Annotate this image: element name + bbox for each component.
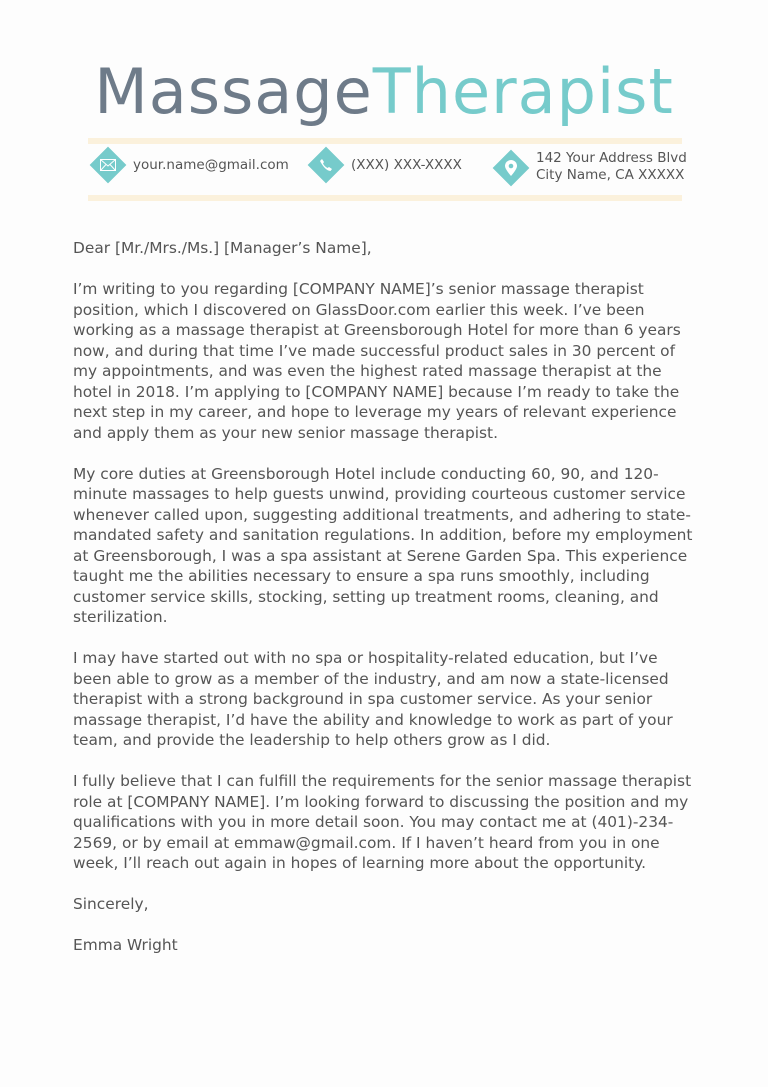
paragraph-line: week, I’ll reach out again in hopes of learning more about the opportunity. — [73, 854, 646, 872]
contact-phone — [306, 152, 462, 178]
paragraph-line: 2569, or by email at emmaw@gmail.com. If I haven’t heard from you in one — [73, 833, 660, 852]
paragraph-line: mandated safety and sanitation regulations. In addition, before my employment — [73, 526, 693, 544]
paragraph-line: been able to grow as a member of the industry, and am now a state-licensed — [73, 669, 669, 688]
address-line-1: 142 Your Address Blvd — [536, 150, 687, 166]
closing: Sincerely, — [73, 895, 149, 913]
divider-bottom — [88, 195, 682, 201]
paragraph-line: now, and during that time I’ve made successful product sales in 30 percent of — [73, 341, 676, 360]
letter-body — [73, 238, 713, 976]
letter-paragraph — [73, 648, 713, 751]
paragraph-line: and apply them as your new senior massage therapist. — [73, 423, 498, 442]
paragraph-line: therapist with a strong background in spa customer service. As your senior — [73, 690, 653, 708]
signature: Emma Wright — [73, 936, 178, 954]
paragraph-line: whenever called upon, suggesting additional treatments, and adhering to state- — [73, 505, 691, 524]
paragraph-line: at Greensborough, I was a spa assistant at Serene Garden Spa. This experience — [73, 546, 688, 565]
paragraph-line: role at [COMPANY NAME]. I’m looking forward to discussing the position and my — [73, 792, 689, 811]
phone-icon — [308, 147, 345, 184]
envelope-icon — [90, 147, 127, 184]
paragraph-line: I’m writing to you regarding [COMPANY NAME]’s senior massage therapist — [73, 280, 644, 298]
paragraph-line: I fully believe that I can fulfill the requirements for the senior massage therapist — [73, 772, 692, 790]
title-therapist: Therapist — [372, 55, 674, 128]
paragraph-line: qualifications with you in more detail soon. You may contact me at (401)-234- — [73, 813, 674, 831]
letter-paragraph — [73, 464, 713, 628]
paragraph-line: minute massages to help guests unwind, providing courteous customer service — [73, 485, 686, 503]
address-line-2: City Name, CA XXXXX — [536, 167, 685, 183]
salutation: Dear [Mr./Mrs./Ms.] [Manager’s Name], — [73, 239, 372, 257]
contact-address — [491, 152, 687, 184]
paragraph-line: team, and provide the leadership to help others grow as I did. — [73, 731, 551, 749]
paragraph-line: working as a massage therapist at Greensborough Hotel for more than 6 years — [73, 321, 681, 339]
phone-text: (XXX) XXX-XXXX — [351, 156, 462, 173]
paragraph-line: My core duties at Greensborough Hotel include conducting 60, 90, and 120- — [73, 464, 659, 483]
paragraph-line: next step in my career, and hope to leverage my years of relevant experience — [73, 403, 677, 421]
paragraph-line: hotel in 2018. I’m applying to [COMPANY NAME] because I’m ready to take the — [73, 382, 680, 401]
contact-bar — [88, 150, 688, 190]
divider-top — [88, 138, 682, 144]
email-text: your.name@gmail.com — [133, 156, 289, 173]
paragraph-line: position, which I discovered on GlassDoor.com earlier this week. I’ve been — [73, 300, 645, 319]
title-massage: Massage — [94, 55, 373, 128]
paragraph-line: massage therapist, I’d have the ability and knowledge to work as part of your — [73, 710, 673, 729]
letter-paragraph — [73, 771, 713, 874]
page-title — [0, 56, 768, 128]
paragraph-line: taught me the abilities necessary to ensure a spa runs smoothly, including — [73, 567, 650, 585]
paragraph-line: sterilization. — [73, 608, 168, 626]
paragraph-line: my appointments, and was even the highest rated massage therapist at the — [73, 362, 662, 380]
location-pin-icon — [493, 150, 530, 187]
paragraph-line: customer service skills, stocking, setting up treatment rooms, cleaning, and — [73, 587, 659, 606]
letter-paragraph — [73, 279, 713, 443]
paragraph-line: I may have started out with no spa or hospitality-related education, but I’ve — [73, 649, 658, 667]
contact-email — [88, 152, 289, 178]
